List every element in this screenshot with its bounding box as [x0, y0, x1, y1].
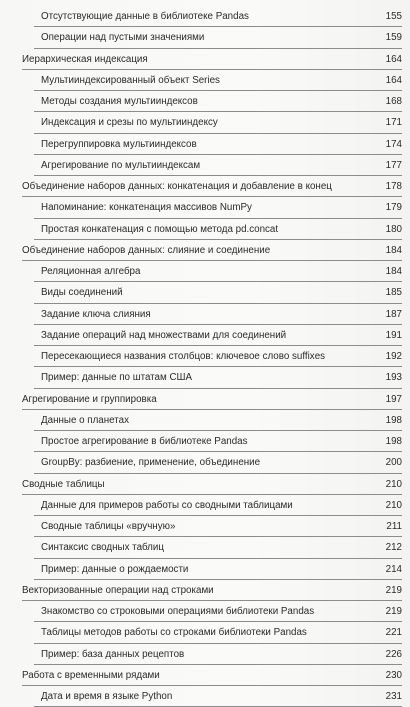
toc-entry-title: Сводные таблицы [22, 478, 105, 490]
toc-entry-title: Пример: данные по штатам США [41, 372, 193, 384]
toc-entry-page-number: 219 [385, 584, 402, 596]
toc-entry-page-number: 180 [385, 223, 402, 235]
toc-section-entry [22, 176, 402, 197]
table-of-contents [22, 6, 402, 707]
toc-entry-page-number: 197 [385, 393, 402, 405]
toc-section-entry [22, 49, 402, 70]
toc-section-entry [22, 665, 402, 686]
toc-entry-page-number: 212 [385, 542, 402, 554]
toc-section-entry [22, 580, 402, 601]
toc-entry-page-number: 184 [385, 244, 402, 256]
toc-entry-page-number: 168 [385, 96, 402, 107]
toc-entry-title: Индексация и срезы по мультииндексу [41, 117, 218, 129]
toc-section-entry [22, 389, 402, 410]
toc-entry-page-number: 214 [385, 563, 402, 575]
toc-subsection-entry [22, 304, 402, 325]
toc-entry-title: Задание операций над множествами для соединений [41, 329, 287, 341]
toc-entry-title: Данные для примеров работы со сводными таблицами [41, 499, 293, 511]
toc-subsection-entry [22, 134, 402, 155]
toc-subsection-entry [22, 27, 402, 48]
toc-entry-title: Данные о планетах [41, 414, 130, 426]
toc-entry-page-number: 159 [385, 32, 402, 44]
toc-entry-title: Простое агрегирование в библиотеке Pandas [41, 436, 248, 447]
toc-entry-title: Методы создания мультииндексов [41, 96, 198, 107]
toc-entry-title: Объединение наборов данных: слияние и соединение [22, 244, 271, 256]
toc-subsection-entry [22, 431, 402, 452]
toc-entry-title: Мультииндексированный объект Series [41, 74, 220, 86]
toc-entry-page-number: 177 [385, 159, 402, 171]
toc-entry-page-number: 179 [385, 202, 402, 214]
toc-entry-page-number: 226 [385, 648, 402, 660]
toc-entry-title: Пример: данные о рождаемости [41, 563, 189, 575]
toc-entry-page-number: 192 [385, 351, 402, 362]
toc-entry-title: Таблицы методов работы со строками библиотеки Pandas [41, 627, 307, 639]
toc-subsection-entry [22, 197, 402, 218]
toc-entry-page-number: 198 [385, 414, 402, 426]
toc-subsection-entry [22, 495, 402, 516]
toc-entry-page-number: 193 [385, 372, 402, 384]
toc-subsection-entry [22, 112, 402, 133]
toc-entry-page-number: 178 [385, 181, 402, 192]
toc-subsection-entry [22, 325, 402, 346]
toc-subsection-entry [22, 622, 402, 643]
toc-entry-title: Простая конкатенация с помощью метода pd.concat [41, 223, 279, 235]
toc-entry-title: Работа с временными рядами [22, 669, 160, 681]
toc-subsection-entry [22, 346, 402, 367]
toc-entry-page-number: 219 [385, 606, 402, 617]
toc-entry-title: Агрегирование и группировка [22, 393, 157, 405]
toc-subsection-entry [22, 6, 402, 27]
toc-subsection-entry [22, 537, 402, 558]
toc-subsection-entry [22, 452, 402, 473]
toc-entry-page-number: 164 [385, 74, 402, 86]
toc-entry-page-number: 184 [385, 266, 402, 277]
toc-entry-page-number: 155 [385, 11, 402, 22]
toc-subsection-entry [22, 516, 402, 537]
toc-entry-title: Сводные таблицы «вручную» [41, 521, 176, 532]
toc-entry-title: Отсутствующие данные в библиотеке Pandas [41, 11, 249, 22]
toc-entry-title: GroupBy: разбиение, применение, объединение [41, 457, 261, 469]
toc-entry-title: Иерархическая индексация [22, 53, 148, 65]
toc-entry-page-number: 164 [385, 53, 402, 65]
toc-subsection-entry [22, 644, 402, 665]
toc-entry-title: Операции над пустыми значениями [41, 32, 205, 44]
toc-entry-page-number: 210 [385, 478, 402, 490]
toc-entry-page-number: 211 [386, 521, 402, 532]
toc-section-entry [22, 240, 402, 261]
toc-entry-page-number: 210 [385, 499, 402, 511]
toc-subsection-entry [22, 367, 402, 388]
toc-entry-title: Пересекающиеся названия столбцов: ключевое слово suffixes [41, 351, 326, 362]
toc-entry-title: Векторизованные операции над строками [22, 584, 214, 596]
toc-entry-title: Виды соединений [41, 287, 123, 299]
toc-entry-title: Синтаксис сводных таблиц [41, 542, 164, 554]
toc-subsection-entry [22, 70, 402, 91]
toc-entry-title: Объединение наборов данных: конкатенация и добавление в конец [22, 181, 332, 192]
toc-entry-page-number: 185 [385, 287, 402, 299]
toc-subsection-entry [22, 282, 402, 303]
toc-entry-page-number: 200 [385, 457, 402, 469]
toc-entry-title: Агрегирование по мультииндексам [41, 159, 201, 171]
toc-entry-page-number: 198 [385, 436, 402, 447]
toc-entry-page-number: 231 [385, 691, 402, 702]
toc-section-entry [22, 474, 402, 495]
toc-entry-title: Знакомство со строковыми операциями библиотеки Pandas [41, 606, 315, 617]
toc-subsection-entry [22, 410, 402, 431]
toc-subsection-entry [22, 155, 402, 176]
toc-subsection-entry [22, 91, 402, 112]
toc-entry-title: Задание ключа слияния [41, 308, 151, 320]
toc-entry-title: Дата и время в языке Python [41, 691, 173, 702]
toc-entry-title: Реляционная алгебра [41, 266, 141, 277]
toc-subsection-entry [22, 686, 402, 707]
toc-entry-page-number: 174 [385, 138, 402, 150]
toc-entry-page-number: 221 [385, 627, 402, 639]
toc-entry-title: Напоминание: конкатенация массивов NumPy [41, 202, 252, 214]
toc-entry-page-number: 187 [385, 308, 402, 320]
toc-subsection-entry [22, 219, 402, 240]
toc-subsection-entry [22, 601, 402, 622]
toc-entry-title: Пример: база данных рецептов [41, 648, 185, 660]
toc-entry-page-number: 171 [385, 117, 402, 129]
toc-entry-page-number: 230 [385, 669, 402, 681]
toc-subsection-entry [22, 261, 402, 282]
toc-entry-title: Перегруппировка мультииндексов [41, 138, 197, 150]
toc-entry-page-number: 191 [385, 329, 402, 341]
